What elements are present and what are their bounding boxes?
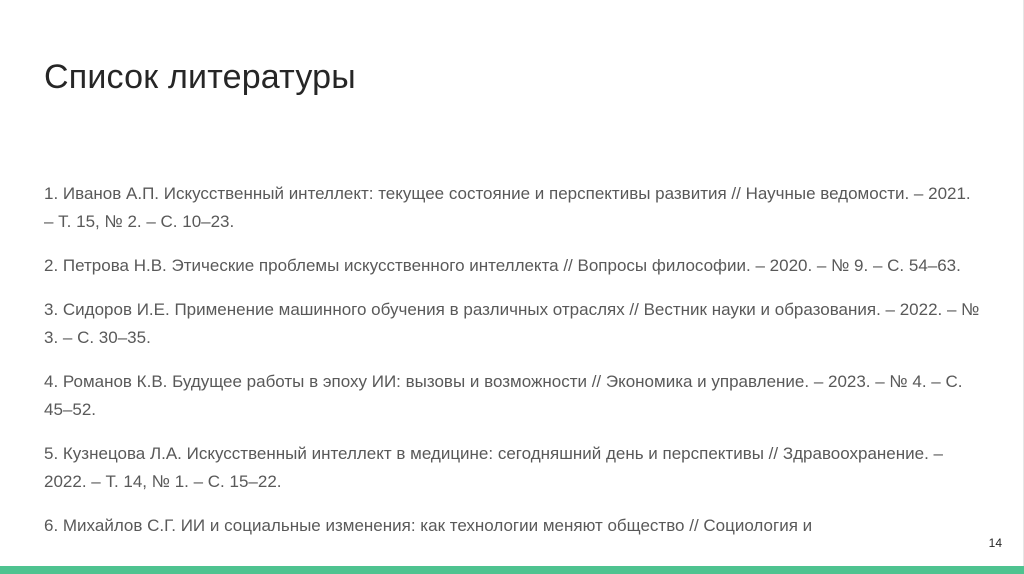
- bottom-accent-bar: [0, 566, 1024, 574]
- reference-item: 4. Романов К.В. Будущее работы в эпоху ИИ: вызовы и возможности // Экономика и управление. – 2023. – № 4. – С. 45–52.: [44, 372, 963, 419]
- reference-item: 1. Иванов А.П. Искусственный интеллект: текущее состояние и перспективы развития // Научные ведомости. – 2021. – Т. 15, № 2. – С. 10–23.: [44, 184, 971, 231]
- reference-item: 5. Кузнецова Л.А. Искусственный интеллект в медицине: сегодняшний день и перспективы // Здравоохранение. – 2022. – Т. 14, № 1. – С. 15–22.: [44, 444, 943, 491]
- reference-item: 3. Сидоров И.Е. Применение машинного обучения в различных отраслях // Вестник науки и образования. – 2022. – № 3. – С. 30–35.: [44, 300, 980, 347]
- page-number: 14: [988, 536, 1002, 550]
- reference-item: 6. Михайлов С.Г. ИИ и социальные изменения: как технологии меняют общество // Социология и: [44, 516, 813, 535]
- reference-list: [44, 180, 984, 556]
- reference-item: 2. Петрова Н.В. Этические проблемы искусственного интеллекта // Вопросы философии. – 2020. – № 9. – С. 54–63.: [44, 256, 961, 275]
- slide-title: Список литературы: [44, 58, 356, 96]
